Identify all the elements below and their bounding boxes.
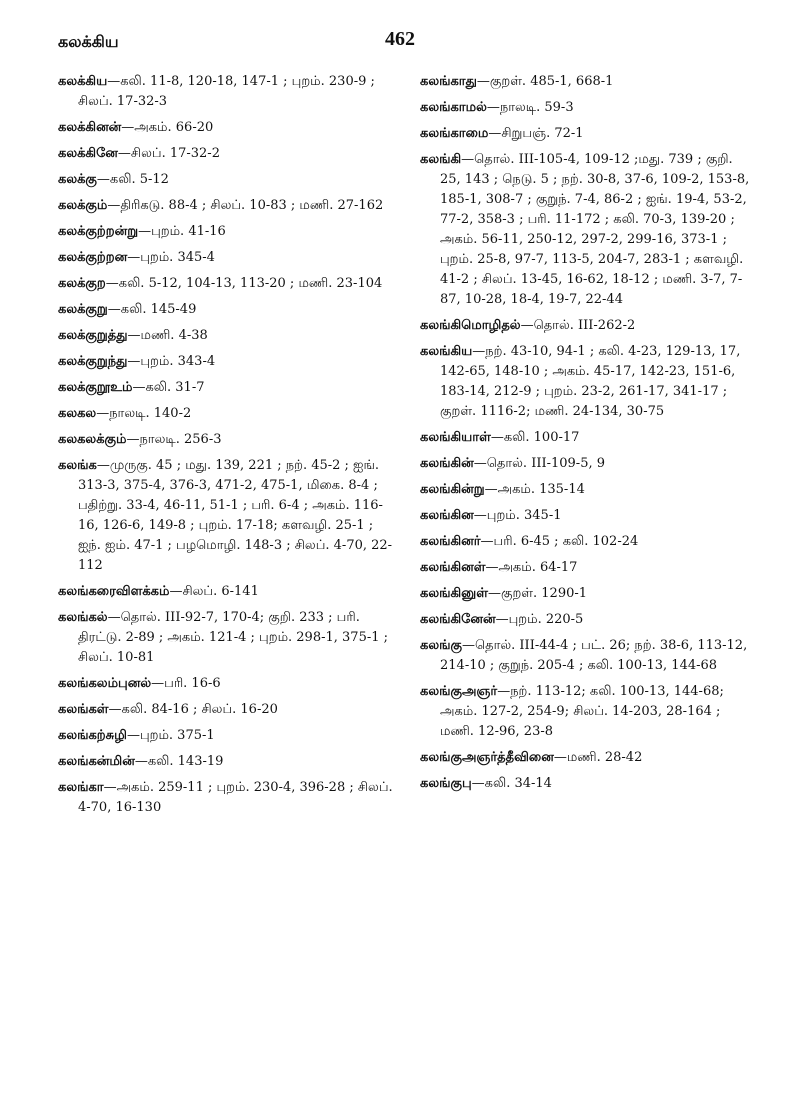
entry-separator: —: [134, 754, 148, 769]
index-entry: [58, 274, 396, 294]
index-entry: [58, 196, 396, 216]
index-entry: [420, 774, 756, 794]
entry-separator: —: [107, 74, 121, 89]
entry-separator: —: [520, 318, 534, 333]
entry-headword: கலங்கன்மின்: [58, 754, 135, 769]
entry-references: பரி. 16-6: [164, 676, 221, 691]
entry-separator: —: [497, 684, 511, 699]
running-head: கலக்கிய: [58, 32, 119, 51]
entry-headword: கலங்கியாள்: [420, 430, 491, 445]
page-header: [58, 28, 742, 58]
entry-headword: கலங்கள்: [58, 702, 109, 717]
entry-headword: கலங்கிய: [420, 344, 473, 359]
entry-references: நாலடி. 256-3: [139, 432, 222, 447]
entry-separator: —: [127, 328, 141, 343]
entry-headword: கலக்கிய: [58, 74, 108, 89]
index-entry: [58, 674, 396, 694]
entry-references: சிறுபஞ். 72-1: [501, 126, 584, 141]
entry-separator: —: [107, 198, 121, 213]
entry-headword: கலங்கா: [58, 780, 104, 795]
entry-headword: கலங்கல்: [58, 610, 108, 625]
index-entry: [420, 558, 756, 578]
index-entry: [420, 454, 756, 474]
entry-separator: —: [126, 728, 140, 743]
entry-references: புறம். 220-5: [508, 612, 584, 627]
entry-headword: கலங்கலம்புனல்: [58, 676, 152, 691]
index-entry: [420, 532, 756, 552]
index-entry: [58, 378, 396, 398]
entry-headword: கலக்கினன்: [58, 120, 122, 135]
index-entry: [58, 222, 396, 242]
entry-headword: கலக்குற்றன: [58, 250, 128, 265]
entry-separator: —: [132, 380, 146, 395]
entry-separator: —: [127, 250, 141, 265]
entry-headword: கலங்கற்சுழி: [58, 728, 127, 743]
index-entry: [58, 170, 396, 190]
entry-separator: —: [495, 612, 509, 627]
entry-references: முருகு. 45 ; மது. 139, 221 ; நற். 45-2 ; ஐங். 313-3, 375-4, 376-3, 471-2, 475-1, மிகை. 8-4 ; பதிற்று. 33-4, 46-11, 51-1 ; பரி. 6-4 ; அகம். 116-16, 126-6, 149-8 ; புறம். 17-18; களவழி. 25-1 ; ஐந். ஐம். 47-1 ; பழமொழி. 148-3 ; சிலப். 4-70, 22-112: [78, 458, 393, 573]
entry-references: கலி. 5-12, 104-13, 113-20 ; மணி. 23-104: [118, 276, 383, 291]
index-entry: [420, 124, 756, 144]
index-entry: [58, 608, 396, 668]
index-entry: [58, 752, 396, 772]
entry-headword: கலங்கின்: [420, 456, 474, 471]
entry-references: அகம். 64-17: [498, 560, 578, 575]
left-column: [58, 72, 396, 824]
entry-separator: —: [117, 146, 131, 161]
entry-references: நாலடி. 59-3: [499, 100, 574, 115]
entry-separator: —: [107, 610, 121, 625]
entry-separator: —: [107, 302, 121, 317]
entry-separator: —: [96, 172, 110, 187]
entry-references: புறம். 345-1: [486, 508, 562, 523]
entry-separator: —: [127, 354, 141, 369]
entry-references: கலி. 145-49: [120, 302, 197, 317]
index-entry: [420, 584, 756, 604]
entry-separator: —: [488, 126, 502, 141]
entry-headword: கலங்குஅஞர்: [420, 684, 498, 699]
entry-references: அகம். 66-20: [134, 120, 214, 135]
index-entry: [420, 428, 756, 448]
entry-separator: —: [487, 586, 501, 601]
entry-references: தொல். III-109-5, 9: [486, 456, 606, 471]
entry-references: குறள். 1290-1: [500, 586, 588, 601]
entry-headword: கலங்கினுள்: [420, 586, 488, 601]
index-entry: [420, 748, 756, 768]
entry-separator: —: [96, 458, 110, 473]
entry-separator: —: [484, 482, 498, 497]
entry-references: மணி. 28-42: [566, 750, 643, 765]
entry-references: கலி. 84-16 ; சிலப். 16-20: [121, 702, 278, 717]
entry-separator: —: [108, 702, 122, 717]
index-entry: [58, 456, 396, 576]
entry-references: கலி. 31-7: [145, 380, 205, 395]
entry-headword: கலங்கி: [420, 152, 462, 167]
index-entry: [58, 430, 396, 450]
entry-headword: கலக்கு: [58, 172, 97, 187]
index-entry: [58, 700, 396, 720]
index-entry: [420, 342, 756, 422]
entry-separator: —: [473, 456, 487, 471]
entry-headword: கலகலக்கும்: [58, 432, 127, 447]
index-entry: [58, 118, 396, 138]
entry-headword: கலங்கிமொழிதல்: [420, 318, 521, 333]
entry-headword: கலக்குறு: [58, 302, 108, 317]
entry-references: கலி. 100-17: [503, 430, 580, 445]
entry-headword: கலக்கினே: [58, 146, 118, 161]
index-entry: [420, 636, 756, 676]
entry-headword: கலங்காமல்: [420, 100, 487, 115]
entry-references: பரி. 6-45 ; கலி. 102-24: [493, 534, 639, 549]
entry-separator: —: [472, 344, 486, 359]
entry-references: புறம். 343-4: [140, 354, 216, 369]
index-entry: [58, 404, 396, 424]
entry-headword: கலங்குஅஞர்த்தீவினை: [420, 750, 554, 765]
entry-headword: கலங்கினேன்: [420, 612, 496, 627]
index-entry: [58, 778, 396, 818]
index-entry: [58, 326, 396, 346]
entry-headword: கலக்குற: [58, 276, 106, 291]
index-entry: [58, 726, 396, 746]
entry-references: தொல். III-105-4, 109-12 ;மது. 739 ; குறி. 25, 143 ; நெடு. 5 ; நற். 30-8, 37-6, 109-2, 153-8, 185-1, 308-7 ; குறுந். 7-4, 86-2 ; ஐங். 19-4, 53-2, 77-2, 358-3 ; பரி. 11-172 ; கலி. 70-3, 139-20 ; அகம். 56-11, 250-12, 297-2, 299-16, 373-1 ; புறம். 25-8, 97-7, 113-5, 204-7, 283-1 ; களவழி. 41-2 ; சிலப். 13-45, 16-62, 18-12 ; மணி. 3-7, 7-87, 10-28, 18-4, 19-7, 22-44: [440, 152, 750, 307]
entry-headword: கலகல: [58, 406, 97, 421]
entry-separator: —: [480, 534, 494, 549]
entry-separator: —: [553, 750, 567, 765]
entry-headword: கலங்கினர்: [420, 534, 481, 549]
index-entry: [58, 72, 396, 112]
entry-headword: கலக்குறூஉம்: [58, 380, 133, 395]
entry-references: அகம். 259-11 ; புறம். 230-4, 396-28 ; சிலப். 4-70, 16-130: [78, 780, 393, 815]
index-entry: [420, 682, 756, 742]
index-entry: [58, 352, 396, 372]
entry-headword: கலங்கின: [420, 508, 474, 523]
index-entry: [420, 98, 756, 118]
entry-separator: —: [105, 276, 119, 291]
entry-references: தொல். III-44-4 ; பட். 26; நற். 38-6, 113-12, 214-10 ; குறுந். 205-4 ; கலி. 100-13, 144-68: [440, 638, 748, 673]
entry-separator: —: [486, 100, 500, 115]
entry-separator: —: [151, 676, 165, 691]
entry-headword: கலக்கும்: [58, 198, 108, 213]
entry-headword: கலக்குறுத்து: [58, 328, 128, 343]
entry-separator: —: [138, 224, 152, 239]
entry-separator: —: [461, 638, 475, 653]
entry-separator: —: [121, 120, 135, 135]
index-entry: [58, 248, 396, 268]
entry-references: நாலடி. 140-2: [109, 406, 192, 421]
entry-references: திரிகடு. 88-4 ; சிலப். 10-83 ; மணி. 27-162: [120, 198, 384, 213]
entry-references: அகம். 135-14: [497, 482, 585, 497]
entry-separator: —: [485, 560, 499, 575]
entry-separator: —: [476, 74, 490, 89]
entry-headword: கலங்காது: [420, 74, 477, 89]
entry-references: சிலப். 17-32-2: [130, 146, 220, 161]
entry-headword: கலங்கினள்: [420, 560, 486, 575]
entry-headword: கலங்கின்று: [420, 482, 485, 497]
entry-headword: கலங்கு: [420, 638, 462, 653]
entry-separator: —: [126, 432, 140, 447]
entry-references: நற். 43-10, 94-1 ; கலி. 4-23, 129-13, 17, 142-65, 148-10 ; அகம். 45-17, 142-23, 151-6, 183-14, 212-9 ; புறம். 23-2, 261-17, 341-17 ; குறள். 1116-2; மணி. 24-134, 30-75: [440, 344, 741, 419]
entry-references: சிலப். 6-141: [182, 584, 259, 599]
entry-references: தொல். III-262-2: [533, 318, 636, 333]
entry-separator: —: [169, 584, 183, 599]
entry-separator: —: [490, 430, 504, 445]
index-entry: [420, 150, 756, 310]
entry-headword: கலக்குற்றன்று: [58, 224, 139, 239]
entry-headword: கலங்குபு: [420, 776, 472, 791]
index-entry: [420, 480, 756, 500]
entry-references: மணி. 4-38: [140, 328, 208, 343]
entry-references: நற். 113-12; கலி. 100-13, 144-68; அகம். 127-2, 254-9; சிலப். 14-203, 28-164 ; மணி. 12-96, 23-8: [440, 684, 724, 739]
index-entry: [420, 610, 756, 630]
entry-headword: கலக்குறுந்து: [58, 354, 128, 369]
entry-separator: —: [461, 152, 475, 167]
index-entry: [58, 582, 396, 602]
entry-references: புறம். 345-4: [140, 250, 215, 265]
entry-headword: கலங்க: [58, 458, 97, 473]
entry-separator: —: [471, 776, 485, 791]
right-column: [420, 72, 756, 800]
index-entry: [58, 144, 396, 164]
entry-separator: —: [96, 406, 110, 421]
entry-separator: —: [473, 508, 487, 523]
entry-references: கலி. 5-12: [109, 172, 169, 187]
entry-headword: கலங்கரைவிளக்கம்: [58, 584, 170, 599]
entry-separator: —: [103, 780, 117, 795]
entry-headword: கலங்காமை: [420, 126, 489, 141]
index-entry: [420, 72, 756, 92]
page-number: 462: [385, 28, 415, 50]
entry-references: கலி. 143-19: [147, 754, 224, 769]
index-entry: [58, 300, 396, 320]
index-entry: [420, 506, 756, 526]
index-entry: [420, 316, 756, 336]
entry-references: தொல். III-92-7, 170-4; குறி. 233 ; பரி. திரட்டு. 2-89 ; அகம். 121-4 ; புறம். 298-1, 375-1 ; சிலப். 10-81: [78, 610, 389, 665]
entry-references: கலி. 34-14: [484, 776, 552, 791]
entry-references: கலி. 11-8, 120-18, 147-1 ; புறம். 230-9 ; சிலப். 17-32-3: [78, 74, 375, 109]
entry-references: புறம். 375-1: [139, 728, 215, 743]
entry-references: குறள். 485-1, 668-1: [489, 74, 614, 89]
entry-references: புறம். 41-16: [151, 224, 226, 239]
